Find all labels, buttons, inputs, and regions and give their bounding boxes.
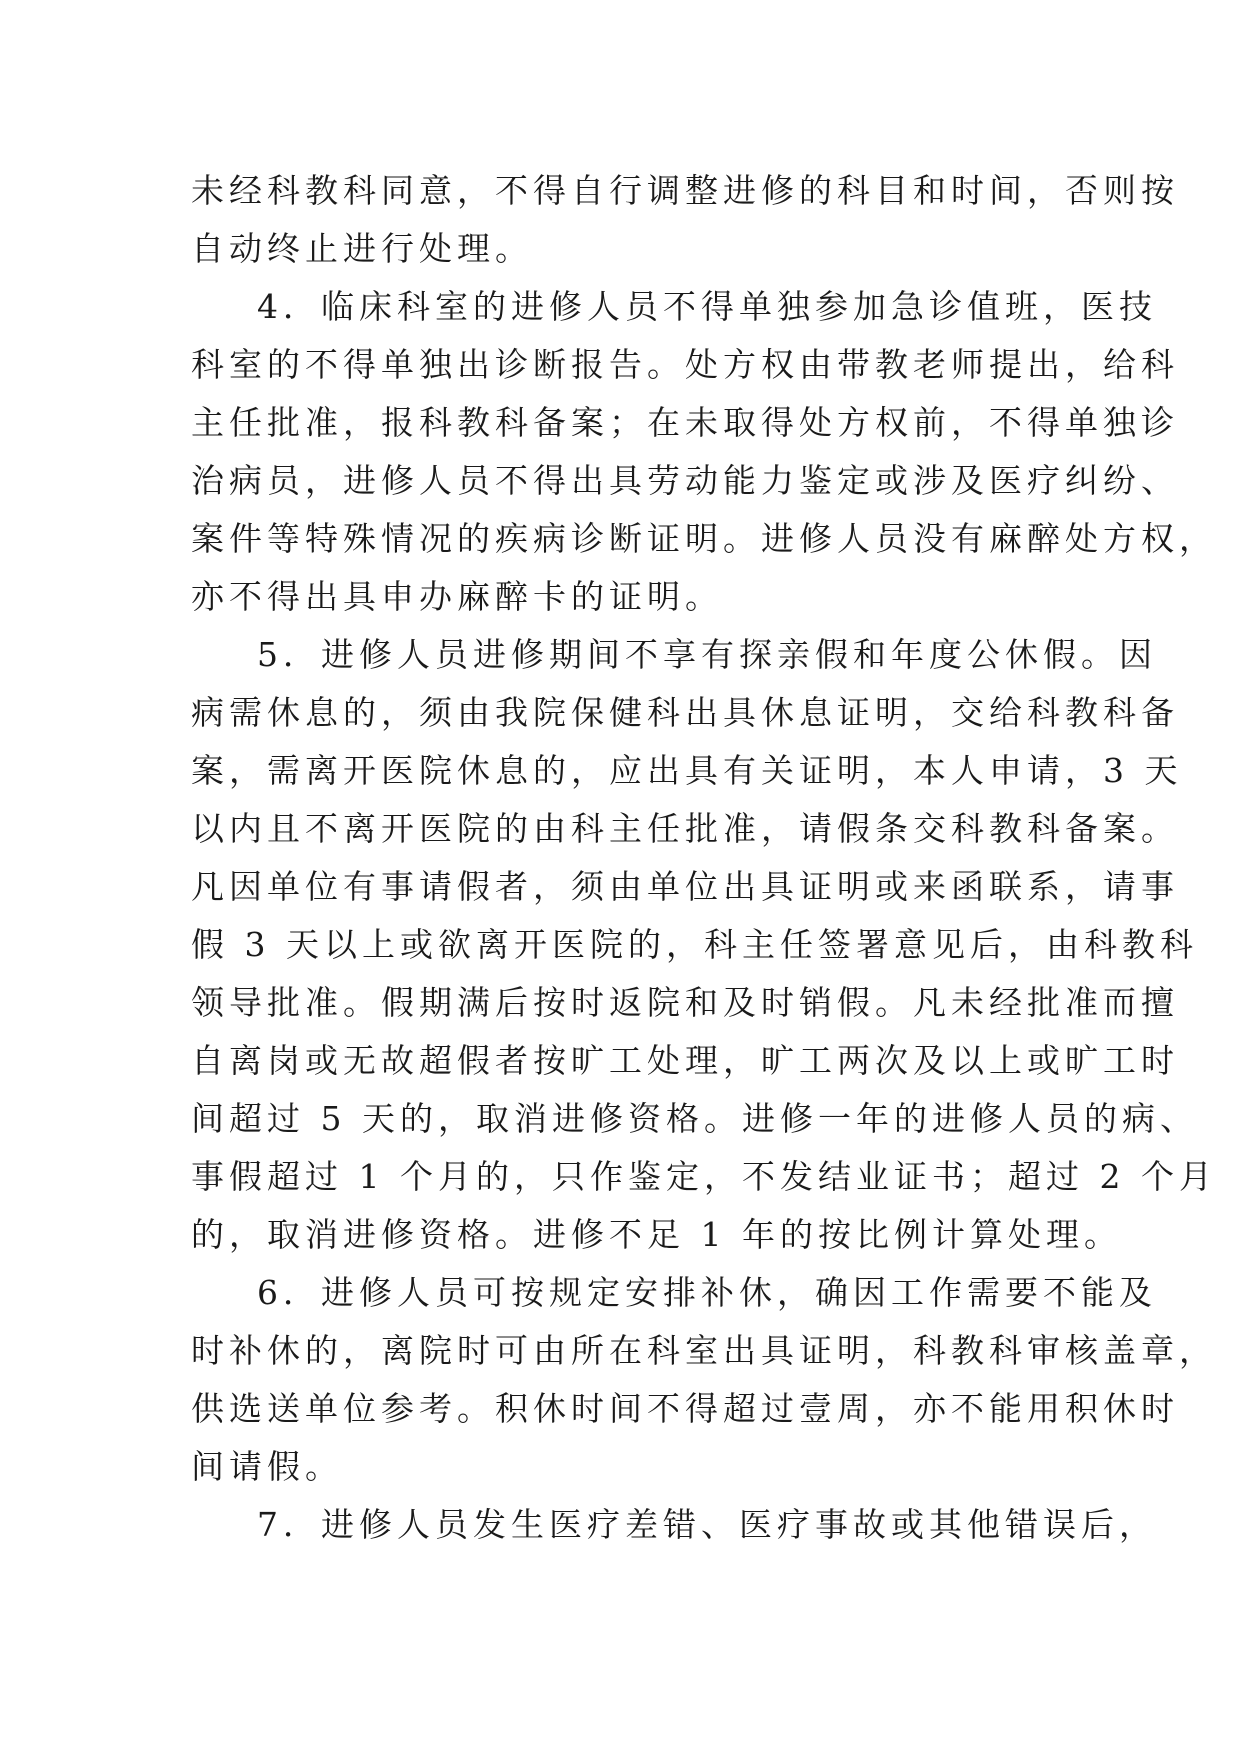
text-line: 凡因单位有事请假者，须由单位出具证明或来函联系，请事 (191, 867, 1179, 906)
text-line: 时补休的，离院时可由所在科室出具证明，科教科审核盖章， (191, 1331, 1217, 1370)
document-body (191, 162, 1217, 1554)
text-line: 科室的不得单独出诊断报告。处方权由带教老师提出，给科 (191, 345, 1179, 384)
text-line: 供选送单位参考。积休时间不得超过壹周，亦不能用积休时 (191, 1389, 1179, 1428)
text-line: 主任批准，报科教科备案；在未取得处方权前，不得单独诊 (191, 403, 1179, 442)
text-line: 间请假。 (191, 1447, 343, 1486)
text-line: 以内且不离开医院的由科主任批准，请假条交科教科备案。 (191, 809, 1179, 848)
text-line: 亦不得出具申办麻醉卡的证明。 (191, 577, 723, 616)
text-line: 假 3 天以上或欲离开医院的，科主任签署意见后，由科教科 (191, 925, 1198, 964)
text-line: 自离岗或无故超假者按旷工处理，旷工两次及以上或旷工时 (191, 1041, 1179, 1080)
text-line: 案件等特殊情况的疾病诊断证明。进修人员没有麻醉处方权， (191, 519, 1217, 558)
text-line: 6．进修人员可按规定安排补休，确因工作需要不能及 (257, 1273, 1157, 1312)
text-line: 案，需离开医院休息的，应出具有关证明，本人申请，3 天 (191, 751, 1183, 790)
text-line: 病需休息的，须由我院保健科出具休息证明，交给科教科备 (191, 693, 1179, 732)
text-line: 7．进修人员发生医疗差错、医疗事故或其他错误后， (257, 1505, 1157, 1544)
text-line: 自动终止进行处理。 (191, 229, 533, 268)
text-line: 事假超过 1 个月的，只作鉴定，不发结业证书；超过 2 个月 (191, 1157, 1217, 1196)
text-line: 间超过 5 天的，取消进修资格。进修一年的进修人员的病、 (191, 1099, 1198, 1138)
text-line: 治病员，进修人员不得出具劳动能力鉴定或涉及医疗纠纷、 (191, 461, 1179, 500)
text-line: 的，取消进修资格。进修不足 1 年的按比例计算处理。 (191, 1215, 1122, 1254)
text-line: 领导批准。假期满后按时返院和及时销假。凡未经批准而擅 (191, 983, 1179, 1022)
text-line: 4．临床科室的进修人员不得单独参加急诊值班，医技 (257, 287, 1157, 326)
text-line: 5．进修人员进修期间不享有探亲假和年度公休假。因 (257, 635, 1157, 674)
text-line: 未经科教科同意，不得自行调整进修的科目和时间，否则按 (191, 171, 1179, 210)
